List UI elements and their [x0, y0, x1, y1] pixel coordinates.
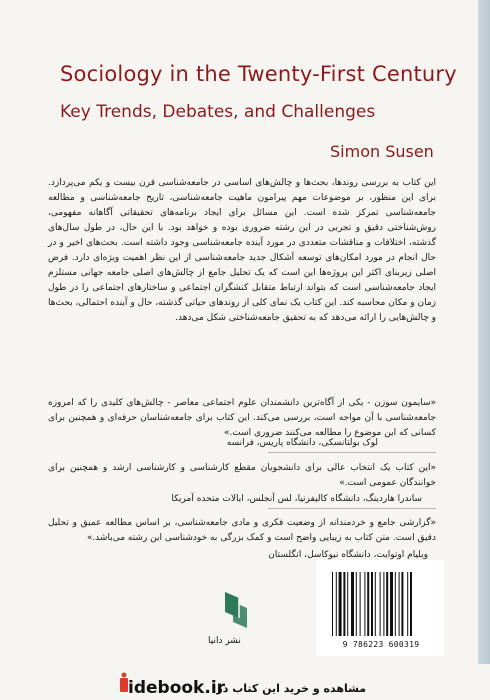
- barcode-bar: [375, 572, 376, 636]
- barcode-bar: [407, 572, 408, 636]
- endorsement-1-attribution: لوک بولتانسکی، دانشگاه پاریس، فرانسه: [226, 438, 378, 448]
- separator-1: [268, 452, 436, 453]
- publisher-logo-icon: [221, 588, 251, 630]
- barcode-bar: [336, 572, 337, 636]
- barcode-bar: [332, 572, 333, 636]
- book-title: Sociology in the Twenty-First Century: [60, 62, 457, 86]
- description-text: این کتاب به بررسی روندها، بحث‌ها و چالش‌های اساسی در جامعه‌شناسی قرن بیست و یکم می‌پردازد. برای این منظور، بر موضوعات مهم پیرامون ماهیت جامعه‌شناسی، تاریخ جامعه‌شناسی و مطالعه جامعه‌شناسی تمرکز شده است. این مسائل برای ایجاد برنامه‌های تحقیقاتی آگاهانه مفهومی، روش‌شناختی دقیق و تجربی در این رشته ضروری بوده و خواهد بود. با این حال، در طول سال‌های گذشته، اختلافات و مناقشات متعددی در مورد آینده جامعه‌شناسی وجود داشته است. بحث‌های اخیر و در حال انجام در مورد امکان‌های توسعه اَشکال جدید جامعه‌شناسی از این نظر اهمیت ویژه‌ای دارد. فرض اصلی زیربنای اکثر این پروژه‌ها این است که یک تحلیل جامع از چالش‌های اصلی جامعه جهانی مستلزم ایجاد جامعه‌شناسی است که بتواند ارتباط متقابل کنشگران اجتماعی و ساختارهای اجتماعی را در طول زمان و مکان محاسبه کند. این کتاب یک نمای کلی از روندهای حیاتی گذشته، حال و آینده احتمالی، بحث‌ها و چالش‌هایی را ارائه می‌دهد که به تحقیق جامعه‌شناختی شکل می‌دهد.: [48, 178, 436, 323]
- book-subtitle: Key Trends, Debates, and Challenges: [60, 102, 376, 122]
- barcode-bar: [383, 572, 384, 636]
- barcode-icon: [330, 572, 430, 636]
- endorsement-1-text: «سایمون سوزن - یکی از آگاه‌ترین دانشمندان علوم اجتماعی معاصر - چالش‌های کلیدی را که امروزه جامعه‌شناسی با آن مواجه است، بررسی می‌کند. این کتاب برای جامعه‌شناسان حرفه‌ای و همچنین برای کسانی که این موضوع را مطالعه می‌کنند ضروری است.»: [48, 398, 436, 438]
- separator-2: [268, 508, 436, 509]
- footer-cta-text: مشاهده و خرید این کتاب در:: [212, 682, 367, 695]
- barcode-bar: [386, 572, 388, 636]
- barcode-bar: [371, 572, 373, 636]
- barcode-bar: [367, 572, 369, 636]
- barcode-bar: [364, 572, 365, 636]
- barcode-bar: [390, 572, 393, 636]
- barcode-bar: [360, 572, 361, 636]
- cover-edge-band: [478, 0, 490, 700]
- barcode-bar: [410, 572, 412, 636]
- endorsement-3-attribution: ویلیام اوتوایت، دانشگاه نیوکاسل، انگلستان: [268, 550, 428, 560]
- endorsement-1: [48, 396, 436, 441]
- barcode-bar: [401, 572, 403, 636]
- barcode-bar: [347, 572, 348, 636]
- endorsement-3-text: «گزارشی جامع و خردمندانه از وضعیت فکری و مادی جامعه‌شناسی، بر اساس مطالعه عمیق و تحلیل دقیق است. متن کتاب به زیبایی واضح است و کمک بزرگی به خودشناسی این رشته می‌باشد.»: [48, 518, 436, 543]
- barcode-bar: [380, 572, 381, 636]
- barcode-bar: [339, 572, 342, 636]
- book-description: [48, 176, 436, 326]
- footer-site-link[interactable]: idebook.ir: [128, 678, 226, 698]
- endorsement-2-text: «این کتاب یک انتخاب عالی برای دانشجویان مقطع کارشناسی و کارشناسی ارشد و همچنین برای خوانندگان عمومی است.»: [48, 463, 436, 488]
- isbn-number: 9 786223 600319: [342, 640, 420, 649]
- endorsement-2-attribution: ساندرا هاردینگ، دانشگاه کالیفرنیا، لس آنجلس، ایالات متحده آمریکا: [171, 494, 422, 504]
- barcode-bar: [343, 572, 345, 636]
- publisher-name: نشر دانیا: [208, 636, 241, 646]
- barcode-bar: [399, 572, 400, 636]
- endorsement-2: [48, 461, 436, 491]
- barcode-bar: [356, 572, 357, 636]
- book-author: Simon Susen: [330, 142, 434, 161]
- barcode-bar: [395, 572, 396, 636]
- barcode-bar: [351, 572, 354, 636]
- endorsement-3: [48, 516, 436, 546]
